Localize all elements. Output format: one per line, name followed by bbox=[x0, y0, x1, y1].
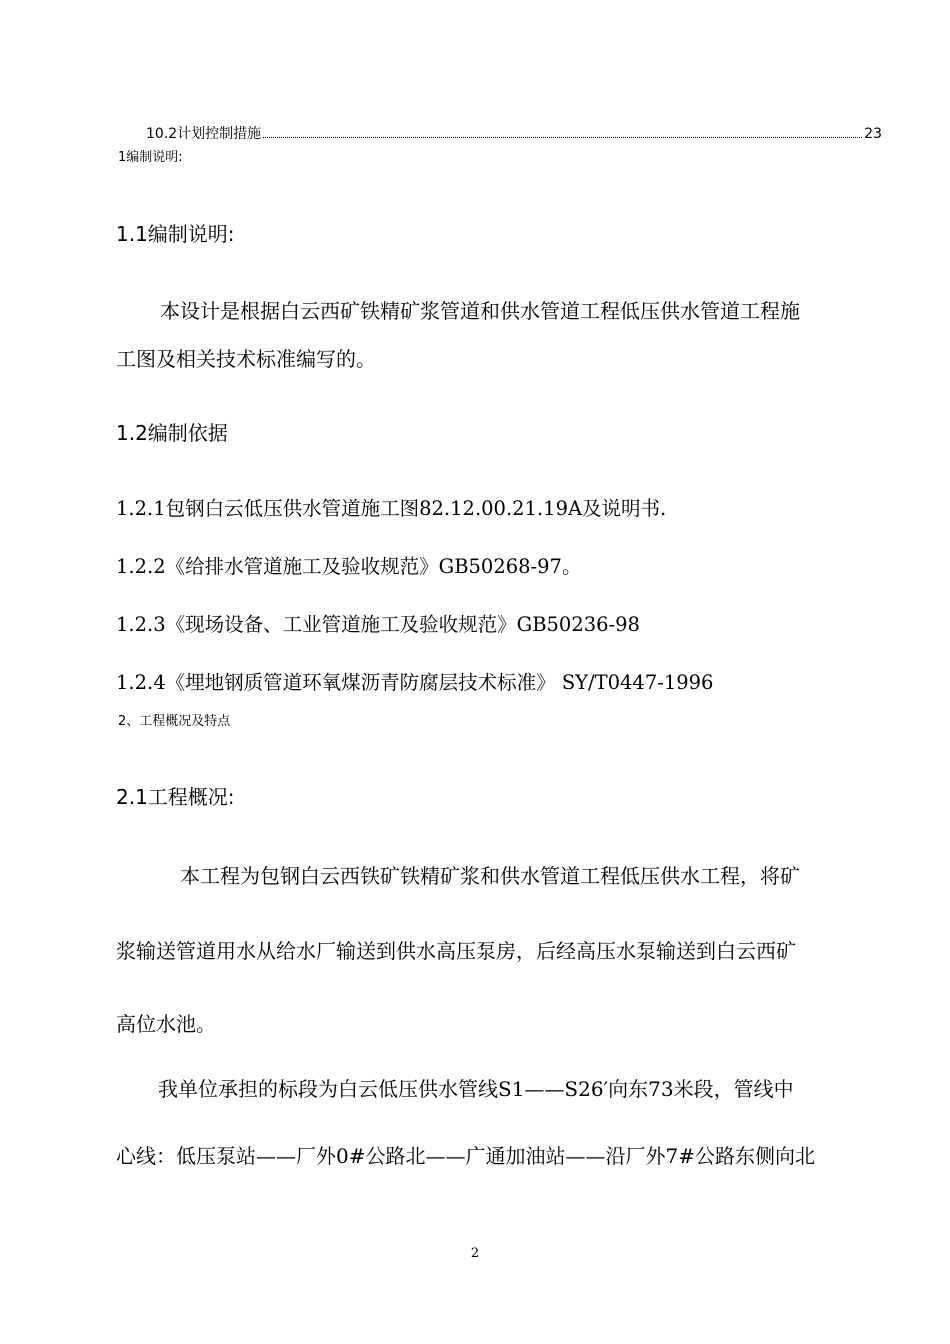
toc-entry bbox=[146, 123, 882, 143]
section-1-heading: 1编制说明: bbox=[118, 150, 183, 165]
section-2-heading: 2、工程概况及特点 bbox=[118, 714, 231, 729]
toc-leader-dots bbox=[263, 137, 862, 138]
reference-item-2: 1.2.2《给排水管道施工及验收规范》GB50268-97。 bbox=[116, 555, 582, 578]
paragraph-1-1-line-1: 本设计是根据白云西矿铁精矿浆管道和供水管道工程低压供水管道工程施 bbox=[160, 299, 800, 323]
reference-item-3: 1.2.3《现场设备、工业管道施工及验收规范》GB50236-98 bbox=[116, 613, 640, 636]
reference-item-1: 1.2.1包钢白云低压供水管道施工图82.12.00.21.19A及说明书. bbox=[116, 497, 667, 520]
toc-entry-page: 23 bbox=[864, 126, 882, 142]
paragraph-2-2-line-1: 我单位承担的标段为白云低压供水管线S1——S26′向东73米段，管线中 bbox=[158, 1077, 794, 1101]
paragraph-2-1-line-2: 浆输送管道用水从给水厂输送到供水高压泵房，后经高压水泵输送到白云西矿 bbox=[116, 939, 796, 963]
toc-entry-label: 10.2计划控制措施 bbox=[146, 126, 262, 142]
paragraph-2-1-line-3: 高位水池。 bbox=[116, 1012, 216, 1036]
paragraph-1-1-line-2: 工图及相关技术标准编写的。 bbox=[116, 347, 376, 371]
reference-item-4: 1.2.4《埋地钢质管道环氧煤沥青防腐层技术标准》 SY/T0447-1996 bbox=[116, 671, 714, 694]
subsection-1-1-heading: 1.1编制说明: bbox=[116, 222, 235, 246]
subsection-1-2-heading: 1.2编制依据 bbox=[116, 421, 228, 445]
subsection-2-1-heading: 2.1工程概况: bbox=[116, 785, 235, 809]
page-number: 2 bbox=[470, 1246, 480, 1261]
paragraph-2-2-line-2: 心线：低压泵站——厂外0#公路北——广通加油站——沿厂外7#公路东侧向北 bbox=[116, 1144, 815, 1168]
paragraph-2-1-line-1: 本工程为包钢白云西铁矿铁精矿浆和供水管道工程低压供水工程，将矿 bbox=[180, 864, 800, 888]
